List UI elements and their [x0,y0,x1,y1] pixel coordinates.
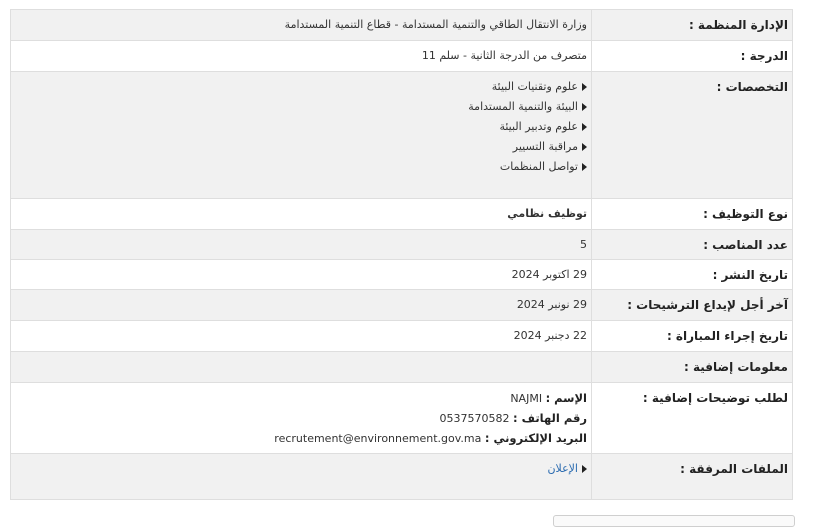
list-item: تواصل المنظمات [11,160,587,180]
grade-label: الدرجة : [592,41,793,72]
positions-label: عدد المناصب : [592,230,793,260]
caret-left-icon [582,83,587,91]
list-item: علوم وتقنيات البيئة [11,80,587,100]
exam-date-value: 22 دجنبر 2024 [11,321,592,352]
list-item: البيئة والتنمية المستدامة [11,100,587,120]
clarifications-value [11,383,592,454]
employment-type-value: توظيف نظامي [11,199,592,230]
row-positions [11,230,793,260]
additional-info-label: معلومات إضافية : [592,352,793,383]
organization-value: وزارة الانتقال الطاقي والتنمية المستدامة - قطاع التنمية المستدامة [11,10,592,41]
caret-left-icon [582,465,587,473]
contact-name: الإسم : NAJMI [510,391,587,405]
specializations-label: التخصصات : [592,72,793,199]
list-item: علوم وتدبير البيئة [11,120,587,140]
job-details-table [10,9,793,500]
row-clarifications [11,383,793,454]
clarifications-label: لطلب توضيحات إضافية : [592,383,793,454]
specializations-value [11,72,592,199]
specializations-list [11,80,587,180]
row-additional-info [11,352,793,383]
caret-left-icon [582,143,587,151]
publish-date-label: تاريخ النشر : [592,260,793,290]
positions-value: 5 [11,230,592,260]
attachments-value [11,454,592,500]
caret-left-icon [582,163,587,171]
grade-value: متصرف من الدرجة الثانية - سلم 11 [11,41,592,72]
organization-label: الإدارة المنظمة : [592,10,793,41]
row-attachments [11,454,793,500]
bottom-control [553,515,795,527]
caret-left-icon [582,103,587,111]
attachments-label: الملفات المرفقة : [592,454,793,500]
row-grade [11,41,793,72]
contact-email: البريد الإلكتروني : recrutement@environnement.gov.ma [274,431,587,445]
exam-date-label: تاريخ إجراء المباراة : [592,321,793,352]
row-employment-type [11,199,793,230]
attachment-item [11,462,587,475]
contact-phone: رقم الهاتف : 0537570582 [439,411,587,425]
additional-info-value [11,352,592,383]
list-item: مراقبة التسيير [11,140,587,160]
deadline-value: 29 نونبر 2024 [11,290,592,321]
row-deadline [11,290,793,321]
row-specializations [11,72,793,199]
row-organization [11,10,793,41]
employment-type-label: نوع التوظيف : [592,199,793,230]
attachment-link[interactable]: الإعلان [547,462,578,475]
row-exam-date [11,321,793,352]
row-publish-date [11,260,793,290]
publish-date-value: 29 اكتوبر 2024 [11,260,592,290]
deadline-label: آخر أجل لإيداع الترشيحات : [592,290,793,321]
caret-left-icon [582,123,587,131]
